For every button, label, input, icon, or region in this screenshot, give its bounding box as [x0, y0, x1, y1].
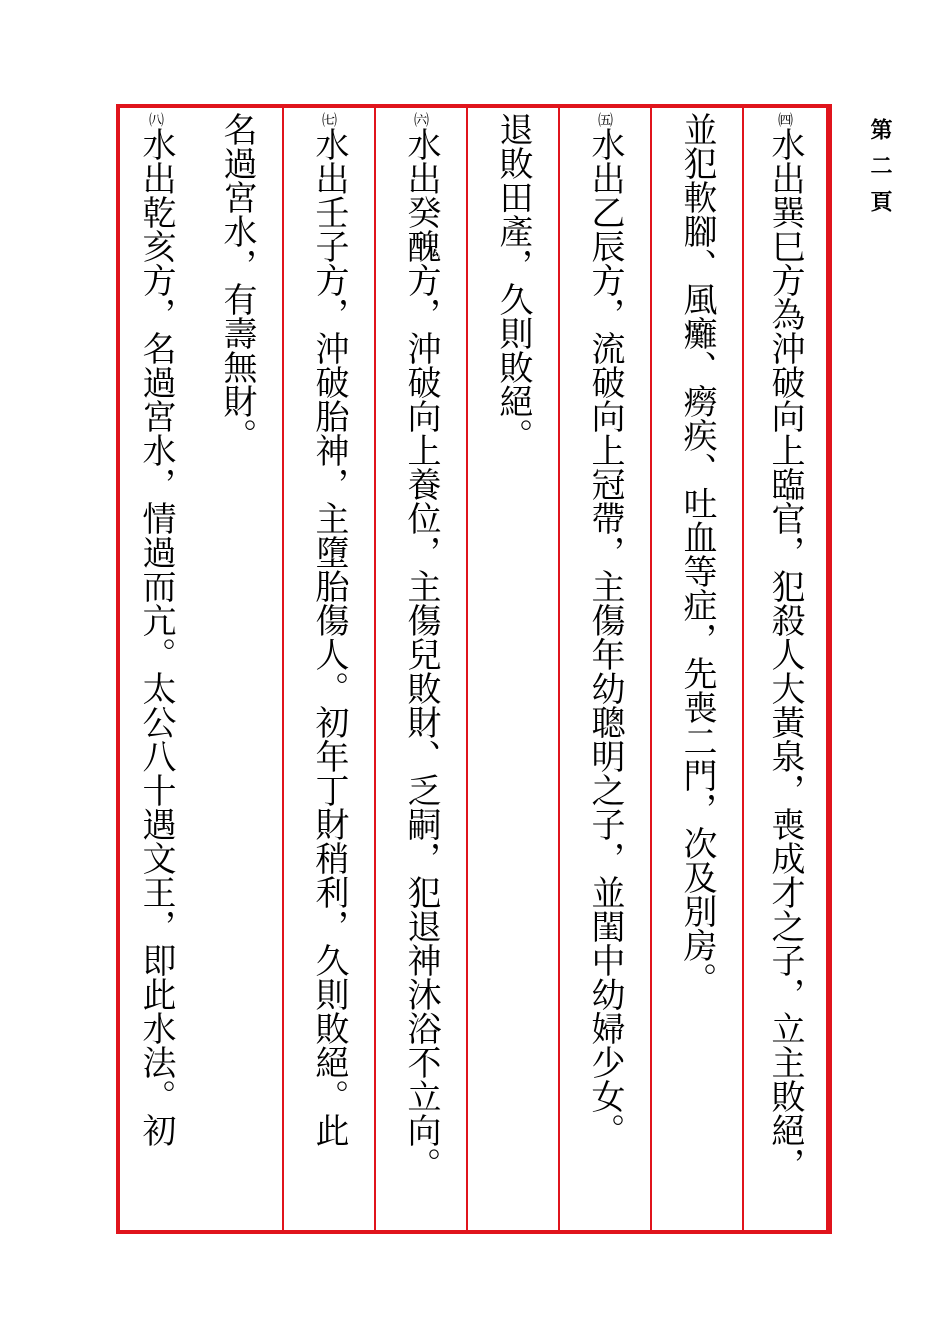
- item-number: ㈦: [320, 112, 338, 127]
- column-body: 並犯軟腳、風癱、癆疾、吐血等症，先喪二門，次及別房。: [677, 112, 717, 996]
- text-column-2: [652, 108, 744, 1230]
- column-text: [309, 112, 349, 1212]
- page-number-label: 第二頁: [867, 118, 893, 226]
- text-column-1: [744, 108, 828, 1230]
- item-number: ㈣: [776, 112, 794, 127]
- text-column-6: [284, 108, 376, 1230]
- column-text: [585, 112, 625, 1212]
- column-text: [677, 112, 717, 1212]
- text-column-4: [468, 108, 560, 1230]
- text-column-3: [560, 108, 652, 1230]
- column-text: [765, 112, 805, 1212]
- column-body: 名過宮水，有壽無財。: [217, 112, 257, 452]
- item-number: ㈤: [596, 112, 614, 127]
- column-body: 水出癸醜方，沖破向上養位，主傷兒敗財、乏嗣，犯退神沐浴不立向。: [401, 127, 441, 1181]
- column-text: [493, 112, 533, 1212]
- text-column-8: [120, 108, 192, 1230]
- column-body: 水出壬子方，沖破胎神，主墮胎傷人。初年丁財稍利，久則敗絕。此: [309, 127, 349, 1147]
- column-body: 水出乙辰方，流破向上冠帶，主傷年幼聰明之子，並閨中幼婦少女。: [585, 127, 625, 1147]
- text-column-7: [192, 108, 284, 1230]
- item-number: ㈥: [412, 112, 430, 127]
- column-body: 水出巽巳方為沖破向上臨官，犯殺人大黃泉，喪成才之子，立主敗絕，: [765, 127, 805, 1181]
- column-body: 水出乾亥方，名過宮水，情過而亢。太公八十遇文王，即此水法。初: [136, 127, 176, 1147]
- column-body: 退敗田產，久則敗絕。: [493, 112, 533, 452]
- text-column-5: [376, 108, 468, 1230]
- text-frame: [116, 104, 832, 1234]
- item-number: ㈧: [147, 112, 165, 127]
- column-text: [401, 112, 441, 1212]
- column-text: [136, 112, 176, 1212]
- column-text: [217, 112, 257, 1212]
